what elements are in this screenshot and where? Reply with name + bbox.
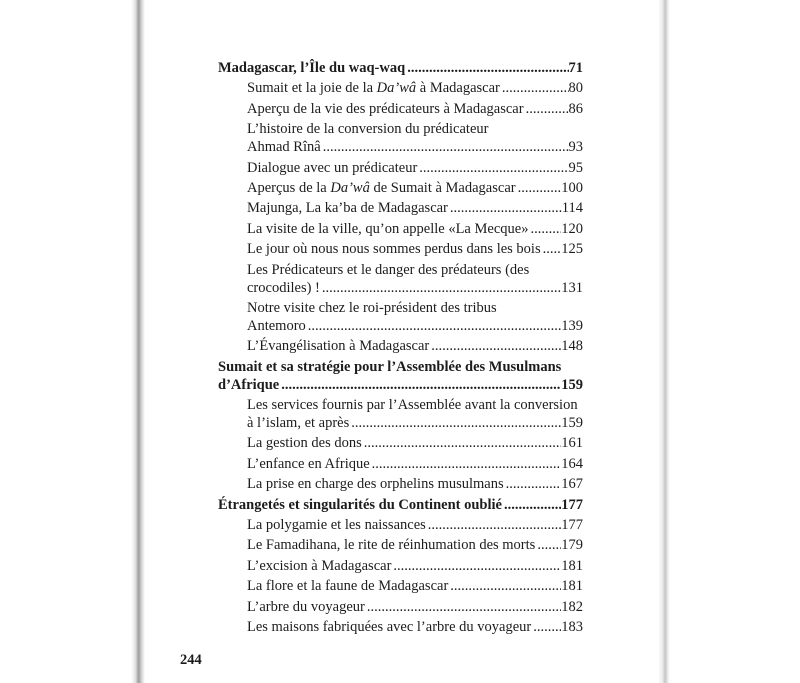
page-number: 244 [180,652,202,668]
toc-entry-line [247,279,583,297]
toc-entry-title-text: crocodiles) ! [247,279,320,296]
toc-entry-title [247,120,488,138]
toc-entry-title [247,100,524,118]
dot-leader [370,455,562,473]
toc-entry-title [247,598,365,616]
toc-section-entry [218,598,583,616]
toc-section-entry [218,240,583,258]
dot-leader [320,279,561,297]
toc-entry-line [247,536,583,554]
toc-entry-title-text: Majunga, La ka’ba de Madagascar [247,200,448,217]
toc-entry-line [247,455,583,473]
toc-section-entry [218,475,583,493]
toc-entry-title-text: L’Évangélisation à Madagascar [247,338,430,355]
toc-entry-page: 71 [568,60,583,76]
toc-section-entry [218,557,583,575]
toc-entry-title-text: Les services fournis par l’Assemblée avant la conversion [247,397,578,414]
toc-entry-line [247,120,583,138]
toc-section-entry [218,79,583,97]
toc-entry-page: 179 [561,537,583,554]
toc-entry-line [247,240,583,258]
toc-entry-page: 159 [561,376,583,393]
toc-section-entry [218,455,583,473]
dot-leader [448,577,561,595]
toc-entry-title-text: La polygamie et les naissances [247,517,426,534]
toc-entry-title-text: Antemoro [247,317,306,334]
toc-entry-title [247,261,529,279]
dot-leader [541,240,562,258]
toc-entry-title-text: L’excision à Madagascar [247,557,392,574]
toc-entry-title-text: Sumait et la joie de la [247,80,377,97]
dot-leader [405,59,568,77]
toc-entry-page: 167 [561,476,583,493]
toc-entry-title [247,279,320,297]
toc-entry-title-text: Étrangetés et singularités du Continent oublié [218,496,502,513]
dot-leader [516,179,562,197]
toc-section-entry [218,261,583,297]
toc-entry-line [247,79,583,97]
toc-chapter-entry [218,496,583,514]
toc-entry-title [218,376,279,394]
toc-section-entry [218,337,583,355]
dot-leader [528,220,561,238]
toc-entry-page: 177 [561,517,583,534]
toc-entry-title [247,299,497,317]
toc-entry-title [247,516,426,534]
toc-entry-page: 80 [568,80,583,97]
toc-entry-title [247,414,349,432]
toc-entry-title-text: La gestion des dons [247,435,362,452]
toc-entry-title-text: La prise en charge des orphelins musulmans [247,476,504,493]
toc-entry-line [247,516,583,534]
toc-entry-page: 148 [561,338,583,355]
toc-section-entry [218,100,583,118]
toc-entry-page: 125 [561,241,583,258]
toc-entry-title-text: d’Afrique [218,376,280,393]
dot-leader [429,337,561,355]
toc-entry-line [218,358,583,376]
toc-entry-title [247,240,541,258]
toc-section-entry [218,299,583,335]
dot-leader [365,598,561,616]
toc-entry-title [218,358,561,376]
toc-entry-title-text: Notre visite chez le roi-président des tribus [247,299,497,316]
toc-entry-page: 164 [561,455,583,472]
toc-entry-line [247,475,583,493]
toc-entry-title-text: L’enfance en Afrique [247,455,370,472]
toc-entry-title-text: L’arbre du voyageur [247,598,365,615]
toc-entry-line [218,376,583,394]
toc-section-entry [218,220,583,238]
toc-entry-line [247,199,583,217]
toc-entry-line [247,577,583,595]
dot-leader [504,475,562,493]
toc-entry-title-text: Madagascar, l’Île du waq-waq [218,60,406,76]
toc-entry-line [247,299,583,317]
toc-entry-page: 181 [561,557,583,574]
toc-entry-title-text: Les maisons fabriquées avec l’arbre du voyageur [247,618,532,635]
toc-entry-line [247,396,583,414]
toc-entry-title [247,220,528,238]
toc-entry-title-text: Sumait et sa stratégie pour l’Assemblée des Musulmans [218,358,562,375]
page-edge-left [131,0,145,683]
toc-entry-title-text: Aperçu de la vie des prédicateurs à Madagascar [247,100,524,117]
toc-entry-page: 183 [561,618,583,635]
toc-entry-line [247,337,583,355]
toc-entry-title-text: Les Prédicateurs et le danger des prédateurs (des [247,261,530,278]
toc-entry-title [247,455,370,473]
dot-leader [531,618,561,636]
toc-section-entry [218,516,583,534]
toc-entry-page: 93 [568,139,583,156]
toc-entry-line [247,557,583,575]
dot-leader [524,100,569,118]
toc-entry-line [247,220,583,238]
toc-entry-title [247,557,391,575]
toc-entry-title [247,79,500,97]
toc-entry-page: 120 [561,220,583,237]
dot-leader [279,376,561,394]
toc-entry-title [247,179,516,197]
dot-leader [321,138,569,156]
toc-entry-line [247,598,583,616]
toc-entry-title-text: L’histoire de la conversion du prédicateur [247,121,489,138]
toc-entry-title [218,496,502,514]
dot-leader [349,414,561,432]
toc-entry-title [218,59,405,77]
toc-entry-title-text: La flore et la faune de Madagascar [247,578,449,595]
toc-entry-line [247,414,583,432]
toc-entry-page: 177 [561,496,583,513]
toc-section-entry [218,434,583,452]
toc-entry-title-text: à l’islam, et après [247,415,350,432]
toc-entry-italic-term: Da’wâ [376,80,417,97]
toc-entry-page: 86 [568,100,583,117]
toc-entry-title [247,618,531,636]
dot-leader [362,434,561,452]
toc-entry-line [247,434,583,452]
toc-entry-italic-term: Da’wâ [330,179,370,196]
toc-chapter-entry [218,59,583,77]
toc-entry-page: 114 [561,200,583,217]
toc-entry-line [218,496,583,514]
toc-entry-title [247,396,578,414]
toc-entry-title-text: Dialogue avec un prédicateur [247,159,418,176]
toc-entry-title [247,577,448,595]
toc-entry-title [247,337,429,355]
toc-entry-line [247,261,583,279]
toc-entry-page: 95 [568,159,583,176]
toc-entry-title-text: de Sumait à Madagascar [369,179,516,196]
table-of-contents [218,59,583,636]
toc-entry-title [247,159,417,177]
dot-leader [417,159,568,177]
toc-entry-line [247,618,583,636]
toc-entry-title-text: Le Famadihana, le rite de réinhumation des morts [247,537,536,554]
toc-entry-title [247,434,362,452]
dot-leader [391,557,561,575]
toc-entry-line [247,179,583,197]
toc-section-entry [218,120,583,156]
toc-section-entry [218,618,583,636]
dot-leader [500,79,569,97]
toc-section-entry [218,577,583,595]
toc-entry-line [218,59,583,77]
toc-entry-page: 161 [561,435,583,452]
toc-entry-page: 181 [561,578,583,595]
toc-entry-page: 100 [561,179,583,196]
dot-leader [306,317,561,335]
toc-entry-page: 182 [561,598,583,615]
toc-entry-title-text: La visite de la ville, qu’on appelle «La Mecque» [247,220,529,237]
page-edge-right [658,0,670,683]
toc-entry-title-text: Aperçus de la [247,179,331,196]
toc-entry-line [247,100,583,118]
dot-leader [448,199,562,217]
toc-entry-line [247,159,583,177]
toc-section-entry [218,159,583,177]
toc-entry-title [247,317,306,335]
toc-entry-title-text: à Madagascar [416,80,500,97]
toc-entry-title [247,475,504,493]
toc-entry-line [247,317,583,335]
toc-entry-line [247,138,583,156]
toc-section-entry [218,179,583,197]
toc-entry-title-text: Ahmad Rînâ [247,139,321,156]
toc-entry-title-text: Le jour où nous nous sommes perdus dans les bois [247,241,541,258]
toc-entry-page: 131 [561,279,583,296]
toc-entry-title [247,199,448,217]
toc-section-entry [218,396,583,432]
dot-leader [426,516,561,534]
toc-section-entry [218,536,583,554]
dot-leader [502,496,561,514]
toc-entry-title [247,138,321,156]
dot-leader [535,536,561,554]
toc-section-entry [218,199,583,217]
toc-entry-page: 159 [561,415,583,432]
toc-chapter-entry [218,358,583,394]
toc-entry-title [247,536,535,554]
toc-entry-page: 139 [561,317,583,334]
